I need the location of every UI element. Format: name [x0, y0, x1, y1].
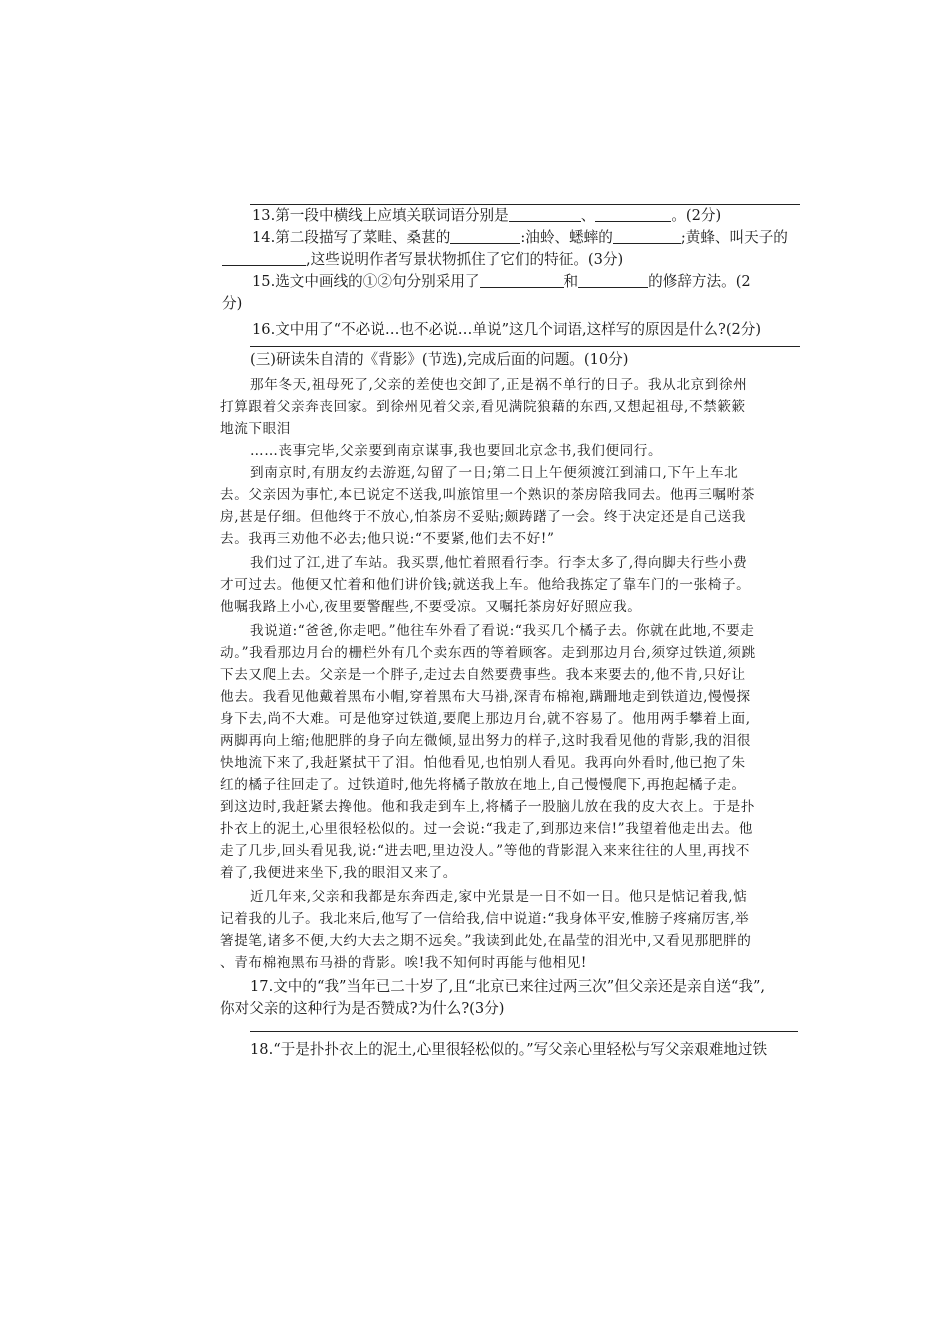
passage-line: 记着我的儿子。我北来后,他写了一信给我,信中说道:“我身体平安,惟膀子疼痛厉害,举: [220, 911, 750, 927]
passage-line: 扑衣上的泥土,心里很轻松似的。过一会说:“我走了,到那边来信!”我望着他走出去。他: [220, 821, 753, 837]
passage-line: 才可过去。他便又忙着和他们讲价钱;就送我上车。他给我拣定了靠车门的一张椅子。: [220, 577, 751, 593]
passage-line: 去。我再三劝他不必去;他只说:“不要紧,他们去不好!”: [220, 531, 555, 547]
section-heading: (三)研读朱自清的《背影》(节选),完成后面的问题。(10分): [250, 351, 629, 368]
question-15: 15.选文中画线的①②句分别采用了 和 的修辞方法。(2: [252, 273, 751, 290]
passage-line: 红的橘子往回走了。过铁道时,他先将橘子散放在地上,自己慢慢爬下,再抱起橘子走。: [220, 777, 746, 793]
question-16: 16.文中用了“不必说…也不必说…单说”这几个词语,这样写的原因是什么?(2分): [252, 321, 762, 338]
passage-line: 、青布棉袍黑布马褂的背影。唉!我不知何时再能与他相见!: [220, 955, 587, 971]
question-15-cont: 分): [222, 295, 243, 312]
question-13: 13.第一段中横线上应填关联词语分别是 、 。(2分): [252, 207, 722, 224]
passage-line: 到这边时,我赶紧去搀他。他和我走到车上,将橘子一股脑儿放在我的皮大衣上。于是扑: [220, 799, 756, 815]
passage-line: 我们过了江,进了车站。我买票,他忙着照看行李。行李太多了,得向脚夫行些小费: [250, 555, 748, 571]
passage-line: 快地流下来了,我赶紧拭干了泪。怕他看见,也怕别人看见。我再向外看时,他已抱了朱: [220, 755, 746, 771]
passage-line: 着了,我便进来坐下,我的眼泪又来了。: [220, 865, 457, 881]
passage-line: 去。父亲因为事忙,本已说定不送我,叫旅馆里一个熟识的茶房陪我同去。他再三嘱咐茶: [220, 487, 756, 503]
passage-line: 走了几步,回头看见我,说:“进去吧,里边没人。”等他的背影混入来来往往的人里,再找不: [220, 843, 750, 859]
question-17-cont: 你对父亲的这种行为是否赞成?为什么?(3分): [220, 1000, 505, 1017]
question-14-cont: ,这些说明作者写景状物抓住了它们的特征。(3分): [222, 250, 623, 270]
passage-line: 打算跟着父亲奔丧回家。到徐州见着父亲,看见满院狼藉的东西,又想起祖母,不禁簌簌: [220, 399, 746, 415]
question-17: 17.文中的“我”当年已二十岁了,且“北京已来往过两三次”但父亲还是亲自送“我”,: [250, 978, 766, 995]
passage-line: 我说道:“爸爸,你走吧。”他往车外看了看说:“我买几个橘子去。你就在此地,不要走: [250, 623, 755, 639]
passage-line: 他去。我看见他戴着黑布小帽,穿着黑布大马褂,深青布棉袍,蹒跚地走到铁道边,慢慢探: [220, 689, 751, 705]
question-14: 14.第二段描写了菜畦、桑葚的 :油蛉、蟋蟀的 ;黄蜂、叫天子的: [252, 229, 788, 246]
passage-line: 那年冬天,祖母死了,父亲的差使也交卸了,正是祸不单行的日子。我从北京到徐州: [250, 377, 748, 393]
passage-line: 两脚再向上缩;他肥胖的身子向左微倾,显出努力的样子,这时我看见他的背影,我的泪很: [220, 733, 751, 749]
question-18-line-1: 18.“于是扑扑衣上的泥土,心里很轻松似的。”写父亲心里轻松与写父亲艰难地过铁: [250, 1041, 768, 1058]
passage-line: 地流下眼泪: [220, 421, 291, 437]
passage-line: 动。”我看那边月台的栅栏外有几个卖东西的等着顾客。走到那边月台,须穿过铁道,须跳: [220, 645, 756, 661]
passage-line: 身下去,尚不大难。可是他穿过铁道,要爬上那边月台,就不容易了。他用两手攀着上面,: [220, 711, 751, 727]
passage-line: 近几年来,父亲和我都是东奔西走,家中光景是一日不如一日。他只是惦记着我,惦: [250, 889, 748, 905]
passage-line: 他嘱我路上小心,夜里要警醒些,不要受凉。又嘱托茶房好好照应我。: [220, 599, 642, 615]
passage-line: 下去又爬上去。父亲是一个胖子,走过去自然要费事些。我本来要去的,他不肯,只好让: [220, 667, 746, 683]
passage-line: ……丧事完毕,父亲要到南京谋事,我也要回北京念书,我们便同行。: [250, 443, 663, 459]
passage-line: 箸提笔,诸多不便,大约大去之期不远矣。”我读到此处,在晶莹的泪光中,又看见那肥胖的: [220, 933, 752, 949]
passage-line: 到南京时,有朋友约去游逛,勾留了一日;第二日上午便须渡江到浦口,下午上车北: [250, 465, 739, 481]
passage-line: 房,甚是仔细。但他终于不放心,怕茶房不妥贴;颇踌躇了一会。终于决定还是自己送我: [220, 509, 746, 525]
